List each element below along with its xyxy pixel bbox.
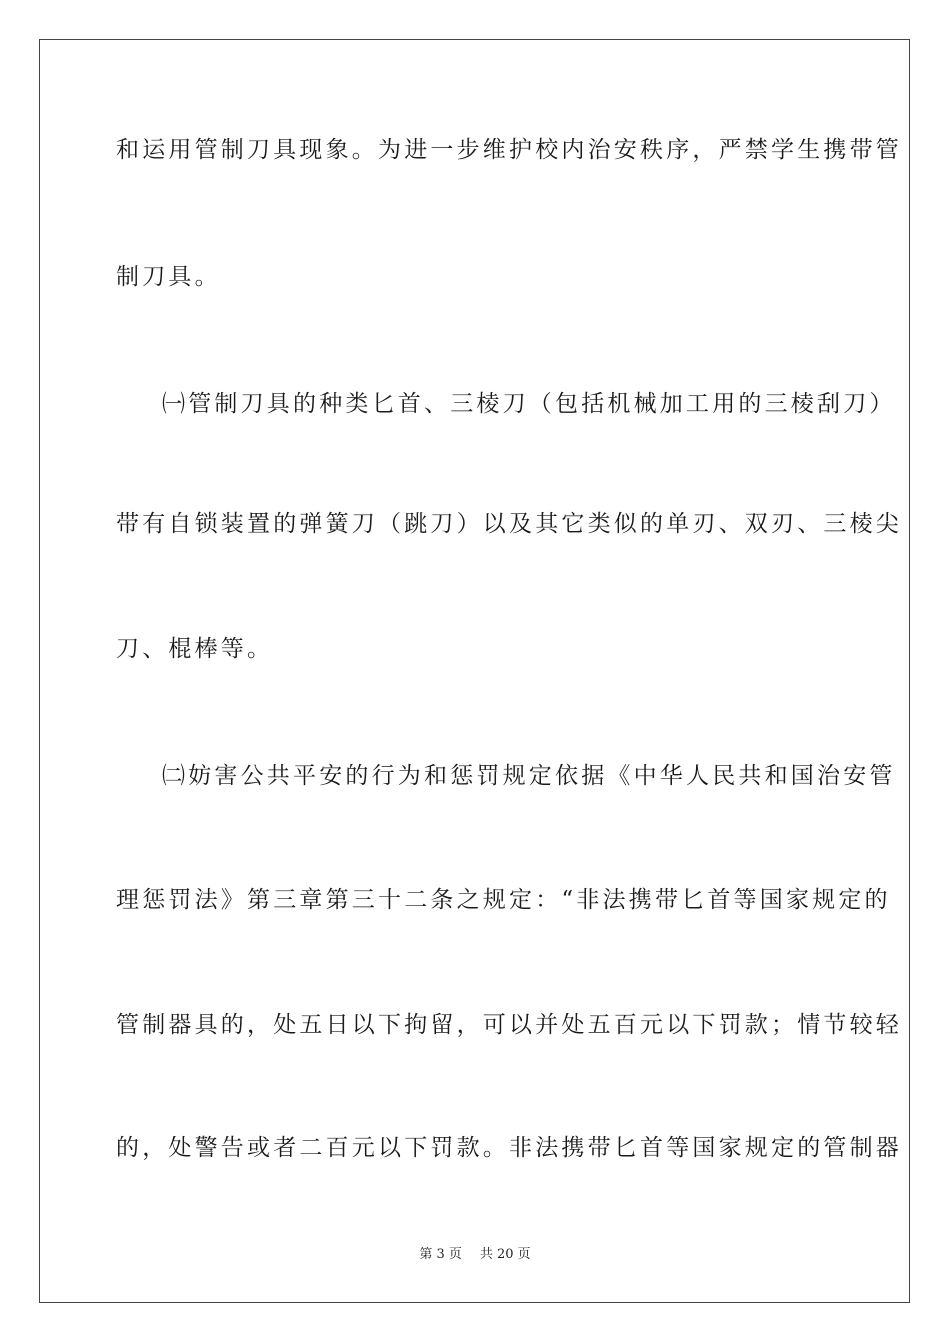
text-line-7: 理惩罚法》第三章第三十二条之规定：“非法携带匕首等国家规定的 xyxy=(116,887,891,913)
text-line-5: 刀、棍棒等。 xyxy=(116,636,274,662)
page-footer xyxy=(0,1246,950,1264)
text-line-3: ㈠管制刀具的种类匕首、三棱刀（包括机械加工用的三棱刮刀） xyxy=(162,391,896,417)
text-line-4: 带有自锁装置的弹簧刀（跳刀）以及其它类似的单刃、双刃、三棱尖 xyxy=(116,511,902,537)
text-line-8: 管制器具的，处五日以下拘留，可以并处五百元以下罚款；情节较轻 xyxy=(116,1012,902,1038)
page-total: 共 20 页 xyxy=(479,1247,531,1262)
page-number: 第 3 页 xyxy=(419,1247,462,1262)
text-line-9: 的，处警告或者二百元以下罚款。非法携带匕首等国家规定的管制器 xyxy=(116,1135,902,1161)
text-line-2: 制刀具。 xyxy=(116,264,221,290)
text-line-1: 和运用管制刀具现象。为进一步维护校内治安秩序，严禁学生携带管 xyxy=(116,137,902,163)
text-line-6: ㈡妨害公共平安的行为和惩罚规定依据《中华人民共和国治安管 xyxy=(162,763,896,789)
page-border xyxy=(39,39,910,1303)
